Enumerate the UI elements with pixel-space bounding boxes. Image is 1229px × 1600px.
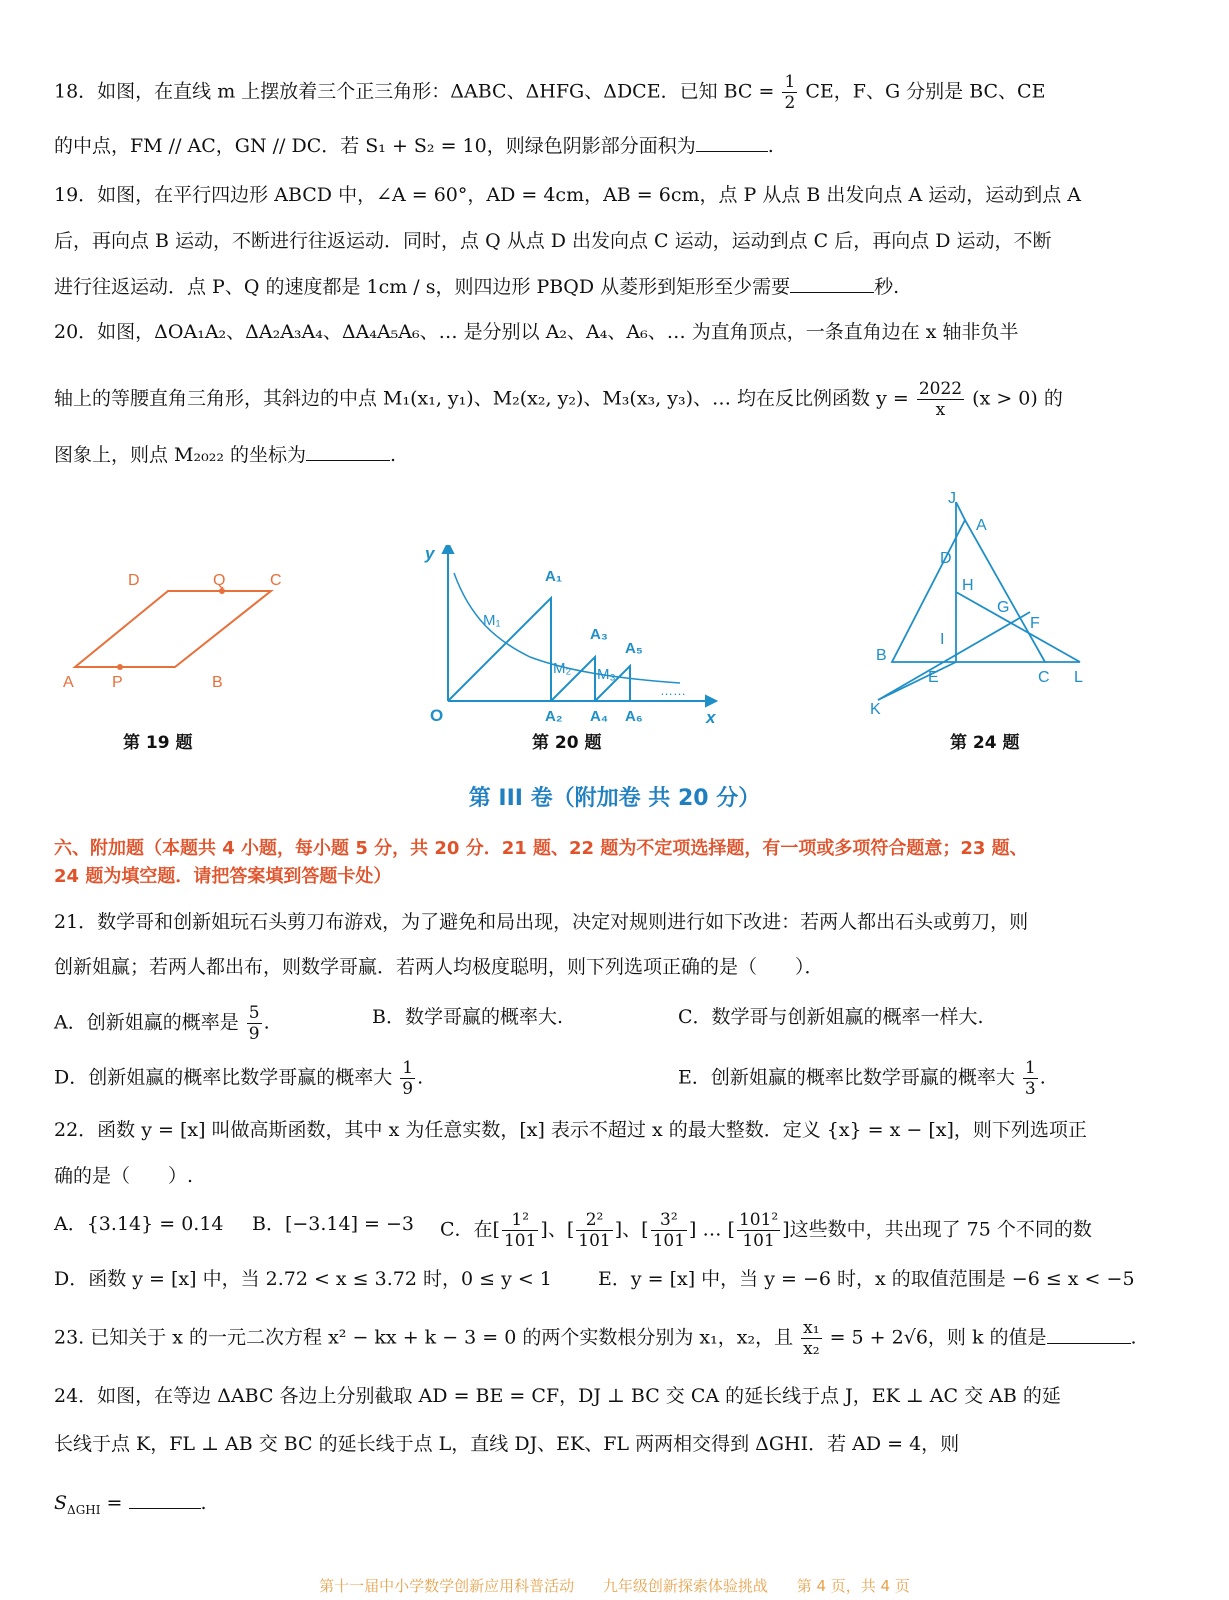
y-axis-arrow: [443, 545, 453, 553]
q18-line-1: 18．如图，在直线 m 上摆放着三个正三角形：ΔABC、ΔHFG、ΔDCE．已知 BC = $\frac{1}{2}$ CE，F、G 分别是 BC、CE: [54, 72, 1046, 113]
fraction-2022-over-x: $\frac{2022}{x}$: [918, 379, 963, 420]
answer-blank-19[interactable]: [790, 272, 874, 293]
label-x: x: [706, 708, 716, 725]
q22-line-1: 22．函数 y = [x] 叫做高斯函数，其中 x 为任意实数，[x] 表示不超过 x 的最大整数．定义 {x} = x − [x]，则下列选项正: [54, 1119, 1087, 1141]
fraction-2sq-101: $\frac{\text{2²}}{101}$: [578, 1210, 611, 1251]
label-j: J: [948, 490, 956, 507]
q21-option-a[interactable]: A．创新姐赢的概率是 $\frac{5}{9}$ .: [54, 1003, 270, 1044]
label-a5: A₅: [625, 640, 643, 657]
figure-20-hyperbola: [420, 545, 740, 725]
section-title: 第 III 卷（附加卷 共 20 分）: [468, 786, 761, 811]
q21-option-e[interactable]: E．创新姐赢的概率比数学哥赢的概率大 $\frac{1}{3}$ .: [678, 1058, 1046, 1099]
section6-line-2: 24 题为填空题．请把答案填到答题卡处）: [54, 866, 392, 887]
label-a3: A₃: [590, 626, 608, 643]
q22-option-e[interactable]: E．y = [x] 中，当 y = −6 时，x 的取值范围是 −6 ≤ x < −5: [598, 1268, 1135, 1290]
label-c: C: [270, 572, 282, 589]
fraction-one-half: $\frac{1}{2}$: [784, 72, 796, 113]
label-g: G: [997, 599, 1010, 616]
label-b: B: [212, 674, 223, 691]
label-i: I: [940, 631, 945, 648]
label-m2: M₂: [553, 660, 572, 677]
q22-option-d[interactable]: D．函数 y = [x] 中，当 2.72 < x ≤ 3.72 时，0 ≤ y < 1: [54, 1268, 552, 1290]
label-o: O: [430, 706, 444, 725]
label-m1: M₁: [483, 612, 501, 629]
fraction-1-3: $\frac{1}{3}$: [1024, 1058, 1036, 1099]
q18-line-2: 的中点，FM // AC，GN // DC．若 S₁ + S₂ = 10，则绿色阴影部分面积为 .: [54, 131, 1109, 160]
footer-event: 第十一届中小学数学创新应用科普活动: [319, 1577, 575, 1595]
label-continuation-dots: ……: [660, 683, 686, 698]
footer-page-number: 第 4 页，共 4 页: [796, 1577, 910, 1595]
q19-line-3: 进行往返运动．点 P、Q 的速度都是 1cm / s，则四边形 PBQD 从菱形到矩形至少需要 秒.: [54, 272, 1109, 301]
footer-grade: 九年级创新探索体验挑战: [602, 1577, 768, 1595]
label-q: Q: [213, 572, 226, 589]
q20-line-2: 轴上的等腰直角三角形，其斜边的中点 M₁(x₁, y₁)、M₂(x₂, y₂)、M₃(x₃, y₃)、… 均在反比例函数 y = $\frac{2022}{x}$ (x > 0) 的: [54, 379, 1063, 420]
figure-24-triangle: [870, 490, 1120, 720]
label-c: C: [1038, 669, 1050, 686]
q19-line-1: 19．如图，在平行四边形 ABCD 中，∠A = 60°，AD = 4cm，AB = 6cm，点 P 从点 B 出发向点 A 运动，运动到点 A: [54, 184, 1081, 206]
label-f: F: [1030, 615, 1040, 632]
label-y: y: [425, 545, 435, 563]
q22-option-c[interactable]: C．在[ $\frac{\text{1²}}{101}$ ]、[ $\frac{\text{2²}}{101}$ ]、[ $\frac{\text{3²}}{101}$ ] … [ $\frac{\text{101²}}{101}$ ]这些数中，共出现了 75 个不同的数: [440, 1210, 1092, 1251]
section6-line-1: 六、附加题（本题共 4 小题，每小题 5 分，共 20 分．21 题、22 题为不定项选择题，有一项或多项符合题意；23 题、: [54, 838, 1028, 859]
q21-option-d[interactable]: D．创新姐赢的概率比数学哥赢的概率大 $\frac{1}{9}$ .: [54, 1058, 424, 1099]
q21-line-1: 21．数学哥和创新姐玩石头剪刀布游戏，为了避免和局出现，决定对规则进行如下改进：若两人都出石头或剪刀，则: [54, 911, 1029, 933]
fraction-x1-x2: $\frac{\text{x₁}}{\text{x₂}}$: [803, 1318, 820, 1359]
label-l: L: [1074, 669, 1083, 686]
figure-19-caption: 第 19 题: [123, 733, 193, 753]
q22-option-a[interactable]: A．{3.14} = 0.14: [54, 1213, 224, 1235]
q20-line-1: 20．如图，ΔOA₁A₂、ΔA₂A₃A₄、ΔA₄A₅A₆、… 是分别以 A₂、A₄、A₆、… 为直角顶点，一条直角边在 x 轴非负半: [54, 321, 1019, 343]
label-d: D: [940, 550, 952, 567]
label-m3: M₃: [597, 666, 616, 683]
fraction-5-9: $\frac{5}{9}$: [248, 1003, 260, 1044]
q22-line-2: 确的是（ ）.: [54, 1165, 194, 1187]
fraction-1-9: $\frac{1}{9}$: [402, 1058, 414, 1099]
parallelogram-abcd: [75, 591, 271, 667]
q20-line-3: 图象上，则点 M₂₀₂₂ 的坐标为 .: [54, 440, 1109, 469]
label-a: A: [976, 517, 987, 534]
q24-line-1: 24．如图，在等边 ΔABC 各边上分别截取 AD = BE = CF，DJ ⊥ BC 交 CA 的延长线于点 J，EK ⊥ AC 交 AB 的延: [54, 1385, 1061, 1407]
q22-option-b[interactable]: B．[−3.14] = −3: [252, 1213, 415, 1235]
fraction-1sq-101: $\frac{\text{1²}}{101}$: [503, 1210, 537, 1251]
answer-blank-18[interactable]: [696, 131, 768, 152]
answer-blank-24[interactable]: [129, 1488, 201, 1509]
label-d: D: [128, 572, 140, 589]
label-a4: A₄: [590, 708, 608, 725]
x-axis-arrow: [706, 696, 716, 706]
q21-line-2: 创新姐赢；若两人都出布，则数学哥赢．若两人均极度聪明，则下列选项正确的是（ ）．: [54, 956, 824, 978]
line-fl: [956, 592, 1080, 662]
figure-20-caption: 第 20 题: [532, 733, 602, 753]
label-a: A: [63, 674, 74, 691]
q24-line-3: $S_{\Delta GHI}$ = .: [54, 1488, 1109, 1524]
segment-jd: [956, 502, 965, 520]
page-footer: [0, 1575, 1229, 1596]
q24-line-2: 长线于点 K，FL ⊥ AB 交 BC 的延长线于点 L，直线 DJ、EK、FL 两两相交得到 ΔGHI．若 AD = 4，则: [54, 1433, 960, 1455]
q23-line-1: 23. 已知关于 x 的一元二次方程 x² − kx + k − 3 = 0 的两个实数根分别为 x₁，x₂，且 $\frac{\text{x₁}}{\text{x₂}}$ = 5 + 2√6，则 k 的值是 .: [54, 1318, 1137, 1359]
label-b: B: [876, 647, 887, 664]
answer-blank-23[interactable]: [1047, 1323, 1131, 1344]
label-e: E: [928, 669, 939, 686]
fraction-101sq-101: $\frac{\text{101²}}{101}$: [738, 1210, 779, 1251]
figure-24-caption: 第 24 题: [950, 733, 1020, 753]
label-k: K: [870, 701, 881, 718]
fraction-3sq-101: $\frac{\text{3²}}{101}$: [652, 1210, 686, 1251]
label-a1: A₁: [545, 568, 563, 585]
line-ek: [878, 612, 1030, 700]
label-a2: A₂: [545, 708, 563, 725]
label-p: P: [112, 674, 123, 691]
label-h: H: [962, 577, 974, 594]
segment-i-extension: [878, 662, 956, 700]
point-p: [117, 664, 123, 670]
q21-option-c[interactable]: C．数学哥与创新姐赢的概率一样大.: [678, 1006, 984, 1028]
q19-line-2: 后，再向点 B 运动，不断进行往返运动．同时，点 Q 从点 D 出发向点 C 运动，运动到点 C 后，再向点 D 运动，不断: [54, 230, 1052, 252]
figure-19-parallelogram: [55, 560, 305, 700]
label-a6: A₆: [625, 708, 643, 725]
q21-option-b[interactable]: B．数学哥赢的概率大.: [372, 1006, 564, 1028]
answer-blank-20[interactable]: [306, 440, 390, 461]
